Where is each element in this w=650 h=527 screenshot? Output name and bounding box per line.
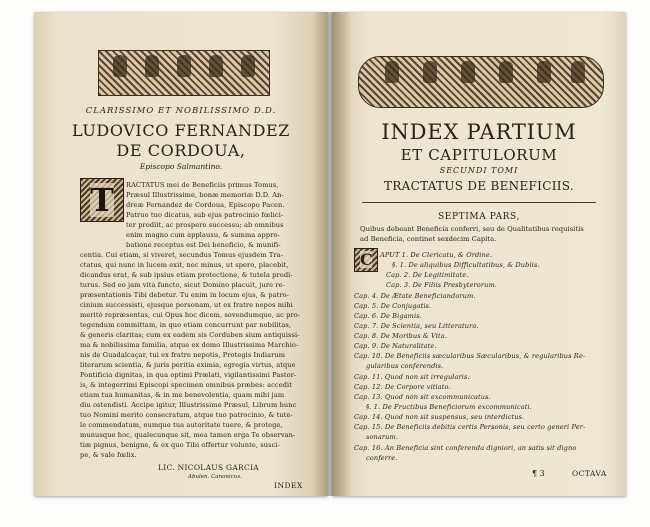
index-entry: conferre. — [366, 454, 398, 462]
body-line: tuo Nomini merito consecratum, atque tuo patrocinio, & tute- — [80, 411, 293, 419]
book-gutter — [312, 12, 352, 496]
index-entry: sonarum. — [366, 433, 399, 441]
body-line: le commendatum, eumque tua autoritate tuere, & protege, — [80, 421, 283, 429]
index-entry: Cap. 12. De Corpore vitiato. — [354, 383, 451, 391]
index-entry: Cap. 14. Quod non sit suspensus, seu interdictus. — [354, 413, 525, 421]
index-entry: §. 1. De Fructibus Beneficiorum excommunicati. — [366, 403, 532, 411]
body-line: RACTATUS mei de Beneficiis primus Tomus, — [126, 181, 279, 189]
body-line: ma & nobilissima familia, atque ex domo Illustrissima Marchio- — [80, 341, 299, 349]
index-initial — [354, 248, 378, 272]
body-line: pe, & vale fœlix. — [80, 451, 137, 459]
body-line: tegendum committam, in quo etiam concurrunt par nobilitas, — [80, 321, 292, 329]
dedicatee-name-line1: LUDOVICO FERNANDEZ — [71, 121, 291, 140]
index-entry: Cap. 7. De Scientia, seu Litteratura. — [354, 322, 479, 330]
index-entry: Cap. 16. An Beneficia sint conferenda digniori, an satis sit digno — [354, 444, 577, 452]
body-line: ter prodiit, ac prospero successu; ab omnibus — [126, 221, 284, 229]
signature-subtitle: Abulen. Canonicus. — [188, 474, 242, 480]
headpiece-ornament — [98, 50, 270, 96]
drop-cap-letter: T — [90, 181, 114, 219]
index-title-line1: INDEX PARTIUM — [381, 120, 577, 144]
index-entry: Cap. 15. De Beneficiis debitis certis Personis, seu certo generi Per- — [354, 423, 586, 431]
index-entry: Cap. 13. Quod non sit excommunicatus. — [354, 393, 491, 401]
left-page — [34, 12, 328, 496]
index-entry: Cap. 11. Quod non sit irregularis. — [354, 373, 470, 381]
body-line: enim magno cum applausu, & summa appro- — [126, 231, 280, 239]
body-line: dreæ Fernandez de Cordoua, Episcopo Pacen. — [126, 201, 285, 209]
headpiece-ornament — [358, 56, 604, 108]
index-entry: Cap. 9. De Naturalitate. — [354, 342, 437, 350]
index-entry: Cap. 4. De Ætate Beneficiandorum. — [354, 292, 476, 300]
body-line: ctatus, qui nunc in lucem exit, nec minus, ut spero, placebit, — [80, 261, 289, 269]
index-entry: Cap. 5. De Conjugatis. — [354, 302, 432, 310]
body-line: tiæ pignus, benigne, & ex quo Tibi offertur volunte, susci- — [80, 441, 280, 449]
body-line: literarum scientia, & juris peritia eximia, egregia virtus, atque — [80, 361, 296, 369]
body-line: cinium successisti, ejusque personam, ut ex fratre nepos mihi — [80, 301, 293, 309]
part-description-line: ad Beneficia, continet sexdecim Capita. — [360, 235, 497, 243]
body-line: præsentationis Tibi debetur. Tu enim in locum ejus, & patro- — [80, 291, 289, 299]
signature-mark: ¶ 3 — [532, 469, 545, 478]
index-entry: §. 1. De aliquibus Difficultatibus, & Dubiis. — [392, 261, 540, 269]
index-title-line4: TRACTATUS DE BENEFICIIS. — [384, 179, 574, 193]
dedication-line: CLARISSIMO ET NOBILISSIMO D.D. — [85, 106, 277, 116]
body-line: Patruo tuo dicatus, sub ejus patrocinio fœlici- — [126, 211, 284, 219]
signature: LIC. NICOLAUS GARCIA — [158, 463, 260, 472]
body-line: is, & integerrimi Episcopi specimen omnibus præbes: accedit — [80, 381, 292, 389]
divider-rule — [362, 202, 596, 203]
body-line: nis de Guadalcaçar, tui ex fratre nepotis, Protegis Indiarum — [80, 351, 286, 359]
body-line: munusque hoc, qualecunque sit, mea tamen erga Te observan- — [80, 431, 296, 439]
catchword: OCTAVA — [572, 469, 607, 478]
index-entry: gularibus conferendis. — [366, 362, 444, 370]
body-line: Præsul Illustrissime, bonæ memoriæ D.D. An- — [126, 191, 284, 199]
body-line: batione receptus est Dei beneficio, & munifi- — [126, 241, 281, 249]
body-line: centia. Cui etiam, si viveret, secundus Tomus ejusdem Tra- — [80, 251, 284, 259]
index-entry: Cap. 6. De Bigamis. — [354, 312, 422, 320]
index-title-line3: SECUNDI TOMI — [439, 166, 519, 175]
open-book — [34, 12, 626, 496]
body-line: dicandus erat, & sub ipsius etiam protectione, & tutela prodi- — [80, 271, 293, 279]
index-entry: Cap. 10. De Beneficiis sæcularibus Sæcularibus, & regularibus Re- — [354, 352, 586, 360]
body-line: & generis claritas; cum ex eadem sis Corduben sium antiquissi- — [80, 331, 300, 339]
index-entry: Cap. 3. De Filiis Presbyterorum. — [386, 281, 497, 289]
body-line: etiam tua humanitas, & in me benevolentia, quam mihi jam — [80, 391, 285, 399]
index-entry: APUT 1. De Clericatu, & Ordine. — [380, 251, 493, 259]
index-title-line2: ET CAPITULORUM — [400, 146, 558, 164]
part-description-line: Quibus debeant Beneficia conferri, seu de Qualitatibus requisitis — [360, 225, 584, 233]
dedicatee-name-line2: DE CORDOUA, — [116, 141, 246, 160]
part-heading: SEPTIMA PARS, — [438, 212, 520, 222]
body-line: turus. Sed eo jam vita functo, sicut Domino placuit, jure re- — [80, 281, 285, 289]
index-initial-letter: C — [360, 250, 373, 269]
body-line: diu ostendisti. Accipe igitur, Illustrissime Præsul, Librum hunc — [80, 401, 297, 409]
dedicatee-title: Episcopo Salmantino. — [139, 162, 223, 171]
right-page — [332, 12, 626, 496]
index-entry: Cap. 8. De Moribus & Vita. — [354, 332, 447, 340]
body-line: meritò repræsentas, cui Opus hoc dicem, sovendumque, ac pro- — [80, 311, 301, 319]
index-entry: Cap. 2. De Legitimitate. — [386, 271, 469, 279]
drop-cap — [80, 178, 124, 222]
catchword: INDEX — [274, 481, 303, 490]
body-line: Pontificia dignitas, in qua optimi Prælati, vigilantissimi Pastor- — [80, 371, 297, 379]
